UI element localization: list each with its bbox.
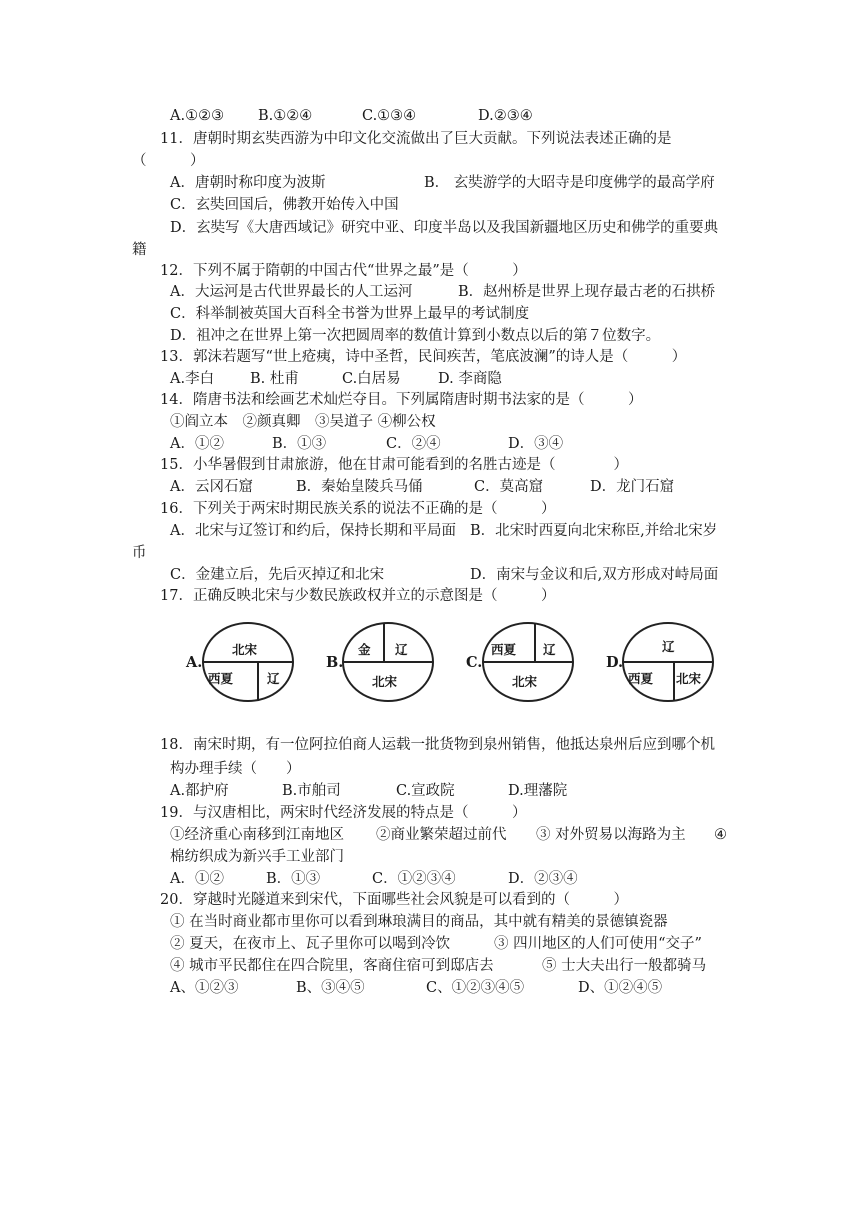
q18-option-a: A.都护府 bbox=[170, 783, 229, 799]
q19-item-1: ①经济重心南移到江南地区 bbox=[170, 827, 344, 843]
q16-continuation: 币 bbox=[132, 545, 147, 561]
q15-option-c: C．莫高窟 bbox=[474, 479, 544, 495]
q18-option-b: B.市舶司 bbox=[282, 783, 341, 799]
q10-option-b: B.①②④ bbox=[258, 108, 313, 124]
q10-option-c: C.①③④ bbox=[362, 108, 417, 124]
q17-diagram-d-cell-top: 辽 bbox=[662, 639, 675, 654]
q14-option-d: D．③④ bbox=[508, 436, 564, 452]
q20-option-b: B、③④⑤ bbox=[296, 980, 365, 996]
q17-diagram-a-cell-bottom-left: 西夏 bbox=[208, 671, 234, 686]
q19-item-3: ③ 对外贸易以海路为主 bbox=[536, 827, 686, 843]
q17-diagram-a-circle bbox=[198, 617, 298, 707]
q13-option-a: A.李白 bbox=[170, 371, 215, 387]
q17-diagram-c-cell-top-right: 辽 bbox=[543, 642, 556, 657]
q18-option-d: D.理藩院 bbox=[508, 783, 568, 799]
q17-diagram-d-circle bbox=[618, 617, 718, 707]
q13-stem: 13．郭沫若题写“世上疮痍，诗中圣哲，民间疾苦，笔底波澜”的诗人是（ ） bbox=[160, 349, 687, 365]
q16-option-a: A．北宋与辽签订和约后，保持长期和平局面 bbox=[170, 523, 456, 539]
q20-option-a: A、①②③ bbox=[170, 980, 239, 996]
q17-diagram-b-circle bbox=[338, 617, 438, 707]
q11-option-c: C．玄奘回国后，佛教开始传入中国 bbox=[170, 197, 399, 213]
q19-option-d: D．②③④ bbox=[508, 871, 578, 887]
q20-option-d: D、①②④⑤ bbox=[578, 980, 663, 996]
q19-item-2: ②商业繁荣超过前代 bbox=[376, 827, 507, 843]
q18-stem: 18．南宋时期，有一位阿拉伯商人运载一批货物到泉州销售，他抵达泉州后应到哪个机 bbox=[160, 737, 715, 753]
q17-diagram-d-letter: D. bbox=[606, 654, 624, 671]
q19-option-c: C．①②③④ bbox=[372, 871, 456, 887]
q15-option-b: B．秦始皇陵兵马俑 bbox=[296, 479, 423, 495]
q19-item-4-marker: ④ bbox=[714, 827, 727, 843]
q17-diagram-c-circle bbox=[478, 617, 578, 707]
q17-diagram-a-letter: A. bbox=[186, 654, 203, 671]
q10-option-d: D.②③④ bbox=[478, 108, 533, 124]
q11-option-b: B． 玄奘游学的大昭寺是印度佛学的最高学府 bbox=[424, 175, 715, 191]
q11-continuation: 籍 bbox=[132, 242, 147, 258]
q17-diagram-c-cell-top-left: 西夏 bbox=[491, 642, 517, 657]
q20-item-2: ② 夏天，在夜市上、瓦子里你可以喝到冷饮 bbox=[170, 936, 451, 952]
q12-option-b: B．赵州桥是世界上现存最古老的石拱桥 bbox=[458, 284, 716, 300]
q14-option-a: A．①② bbox=[170, 436, 224, 452]
q20-item-4: ④ 城市平民都住在四合院里，客商住宿可到邸店去 bbox=[170, 958, 494, 974]
q18-stem-continued: 构办理手续（ ） bbox=[170, 761, 301, 777]
q20-stem: 20．穿越时光隧道来到宋代，下面哪些社会风貌是可以看到的（ ） bbox=[160, 892, 628, 908]
q17-diagram-b-cell-top-left: 金 bbox=[358, 642, 371, 657]
q19-item-4: 棉纺织成为新兴手工业部门 bbox=[170, 849, 344, 865]
q12-option-d: D．祖冲之在世界上第一次把圆周率的数值计算到小数点以后的第７位数字。 bbox=[170, 328, 661, 344]
q14-option-c: C．②④ bbox=[386, 436, 441, 452]
q17-stem: 17．正确反映北宋与少数民族政权并立的示意图是（ ） bbox=[160, 588, 556, 604]
q15-stem: 15．小华暑假到甘肃旅游，他在甘肃可能看到的名胜古迹是（ ） bbox=[160, 457, 628, 473]
q16-option-b: B．北宋时西夏向北宋称臣,并给北宋岁 bbox=[470, 523, 718, 539]
q15-option-d: D．龙门石窟 bbox=[590, 479, 675, 495]
q20-item-3: ③ 四川地区的人们可使用“交子” bbox=[494, 936, 702, 952]
q17-diagram-a-cell-top: 北宋 bbox=[232, 642, 258, 657]
q17-diagram-c-cell-bottom: 北宋 bbox=[512, 674, 538, 689]
q17-diagram-d-cell-bottom-left: 西夏 bbox=[628, 671, 654, 686]
q12-option-c: C．科举制被英国大百科全书誉为世界上最早的考试制度 bbox=[170, 306, 530, 322]
q20-item-1: ① 在当时商业都市里你可以看到琳琅满目的商品，其中就有精美的景德镇瓷器 bbox=[170, 914, 668, 930]
q20-option-c: C、①②③④⑤ bbox=[426, 980, 525, 996]
q13-option-b: B. 杜甫 bbox=[250, 371, 299, 387]
q15-option-a: A．云冈石窟 bbox=[170, 479, 253, 495]
q13-option-d: D. 李商隐 bbox=[438, 371, 502, 387]
q19-option-a: A．①② bbox=[170, 871, 224, 887]
q19-option-b: B．①③ bbox=[266, 871, 321, 887]
q17-diagram-a-cell-bottom-right: 辽 bbox=[267, 671, 280, 686]
q19-stem: 19．与汉唐相比，两宋时代经济发展的特点是（ ） bbox=[160, 805, 527, 821]
q11-paren: （ ） bbox=[132, 153, 205, 169]
q11-stem: 11．唐朝时期玄奘西游为中印文化交流做出了巨大贡献。下列说法表述正确的是 bbox=[160, 131, 672, 147]
q17-diagram-b-cell-top-right: 辽 bbox=[395, 642, 408, 657]
q14-option-b: B．①③ bbox=[272, 436, 327, 452]
q13-option-c: C.白居易 bbox=[342, 371, 401, 387]
q14-stem: 14．隋唐书法和绘画艺术灿烂夺目。下列属隋唐时期书法家的是（ ） bbox=[160, 392, 643, 408]
q16-option-d: D．南宋与金议和后,双方形成对峙局面 bbox=[470, 567, 719, 583]
q20-item-5: ⑤ 士大夫出行一般都骑马 bbox=[542, 958, 707, 974]
q11-option-a: A．唐朝时称印度为波斯 bbox=[170, 175, 326, 191]
q16-stem: 16．下列关于两宋时期民族关系的说法不正确的是（ ） bbox=[160, 501, 556, 517]
q10-option-a: A.①②③ bbox=[170, 108, 225, 124]
q17-diagram-b-cell-bottom: 北宋 bbox=[372, 674, 398, 689]
q16-option-c: C．金建立后，先后灭掉辽和北宋 bbox=[170, 567, 385, 583]
q12-stem: 12．下列不属于隋朝的中国古代“世界之最”是（ ） bbox=[160, 263, 527, 279]
q18-option-c: C.宣政院 bbox=[396, 783, 455, 799]
q12-option-a: A．大运河是古代世界最长的人工运河 bbox=[170, 284, 413, 300]
q17-diagram-d-cell-bottom-right: 北宋 bbox=[676, 671, 702, 686]
q17-diagram-b-letter: B. bbox=[326, 654, 344, 671]
q11-option-d: D．玄奘写《大唐西域记》研究中亚、印度半岛以及我国新疆地区历史和佛学的重要典 bbox=[170, 220, 719, 236]
q14-items: ①阎立本 ②颜真卿 ③吴道子 ④柳公权 bbox=[170, 414, 436, 430]
q17-diagram-c-letter: C. bbox=[466, 654, 483, 671]
